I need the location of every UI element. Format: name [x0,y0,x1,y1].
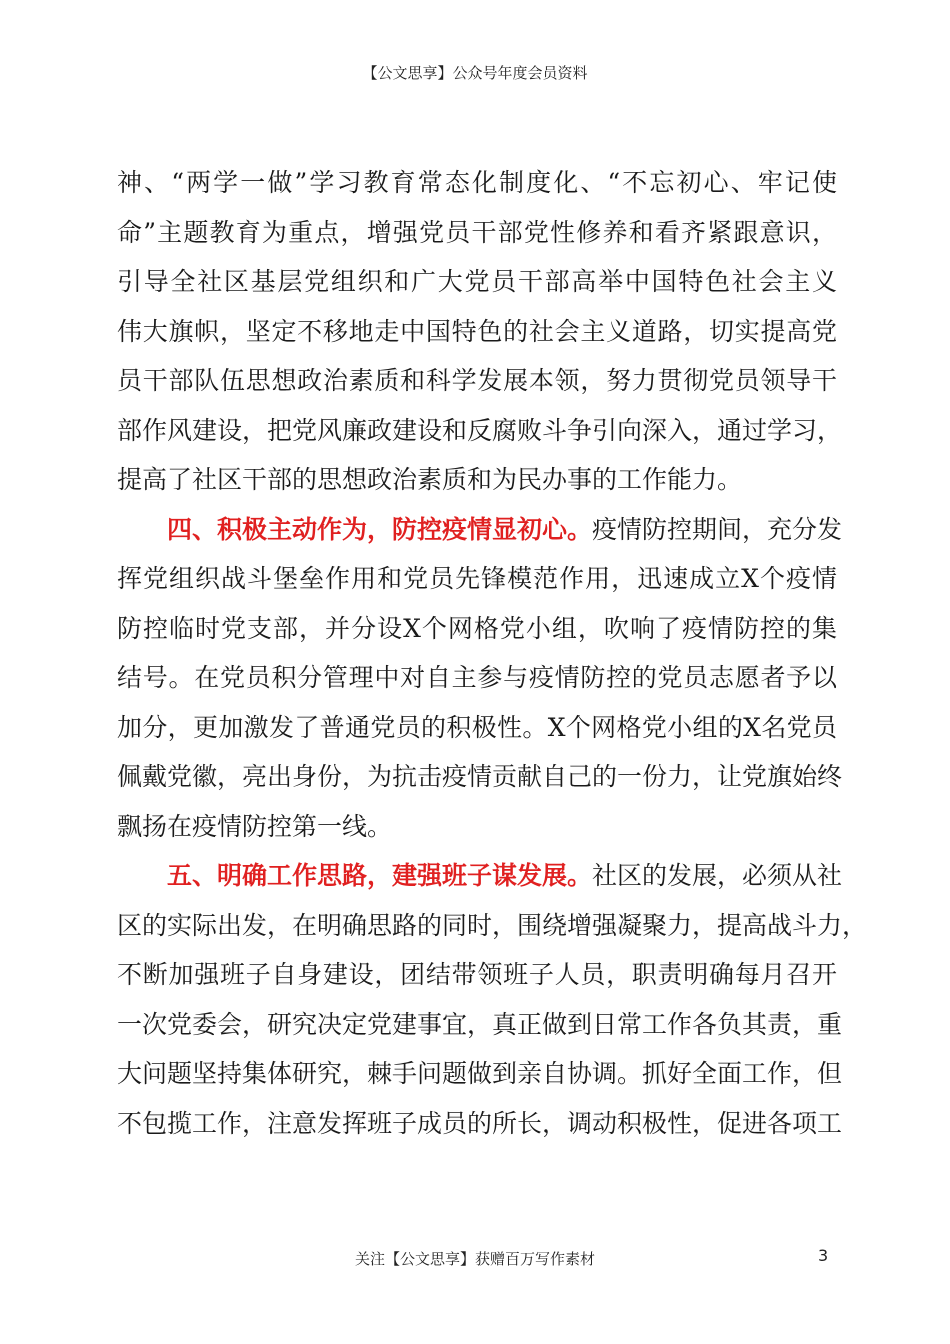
paragraph-2-line: 佩戴党徽，亮出身份，为抗击疫情贡献自己的一份力，让党旗始终 [117,762,843,791]
paragraph-2-line: 结号。在党员积分管理中对自主参与疫情防控的党员志愿者予以 [117,663,837,692]
paragraph-1-line: 伟大旗帜，坚定不移地走中国特色的社会主义道路，切实提高党 [117,316,837,346]
paragraph-2-first-line-text: 疫情防控期间，充分发 [592,514,843,544]
section-heading-5: 五、明确工作思路，建强班子谋发展。 [167,861,593,890]
page-number: 3 [818,1246,829,1265]
section-heading-4: 四、积极主动作为，防控疫情显初心。 [167,514,593,544]
paragraph-2-line: 飘扬在疫情防控第一线。 [117,811,393,841]
paragraph-1-line: 员干部队伍思想政治素质和科学发展本领，努力贯彻党员领导干 [117,366,837,395]
paragraph-3-line: 不断加强班子自身建设，团结带领班子人员，职责明确每月召开 [117,960,837,989]
paragraph-3-line: 不包揽工作，注意发挥班子成员的所长，调动积极性，促进各项工 [117,1108,843,1138]
paragraph-3-line: 一次党委会，研究决定党建事宜，真正做到日常工作各负其责，重 [117,1009,843,1039]
page-header: 【公文思享】公众号年度会员资料 [362,64,588,82]
paragraph-2-line: 防控临时党支部，并分设X个网格党小组，吹响了疫情防控的集 [117,613,837,643]
paragraph-1-line: 命”主题教育为重点，增强党员干部党性修养和看齐紧跟意识， [117,217,837,247]
paragraph-2-line: 加分，更加激发了普通党员的积极性。X个网格党小组的X名党员 [117,712,837,742]
paragraph-3-line: 区的实际出发，在明确思路的同时，围绕增强凝聚力，提高战斗力， [117,910,868,940]
paragraph-2-first-line [117,505,843,555]
paragraph-1-line: 部作风建设，把党风廉政建设和反腐败斗争引向深入，通过学习， [117,415,843,445]
page-footer: 关注【公文思享】获赠百万写作素材 [354,1250,595,1268]
paragraph-3-line: 大问题坚持集体研究，棘手问题做到亲自协调。抓好全面工作，但 [117,1059,843,1088]
paragraph-1-line: 提高了社区干部的思想政治素质和为民办事的工作能力。 [117,465,743,494]
paragraph-1-line: 神、“两学一做”学习教育常态化制度化、“不忘初心、牢记使 [117,168,837,197]
paragraph-2-line: 挥党组织战斗堡垒作用和党员先锋模范作用，迅速成立X个疫情 [117,564,837,593]
paragraph-3-first-line-text: 社区的发展，必须从社 [592,861,843,890]
paragraph-3-first-line [117,851,843,901]
paragraph-1-line: 引导全社区基层党组织和广大党员干部高举中国特色社会主义 [117,267,837,296]
document-body [117,158,868,1148]
